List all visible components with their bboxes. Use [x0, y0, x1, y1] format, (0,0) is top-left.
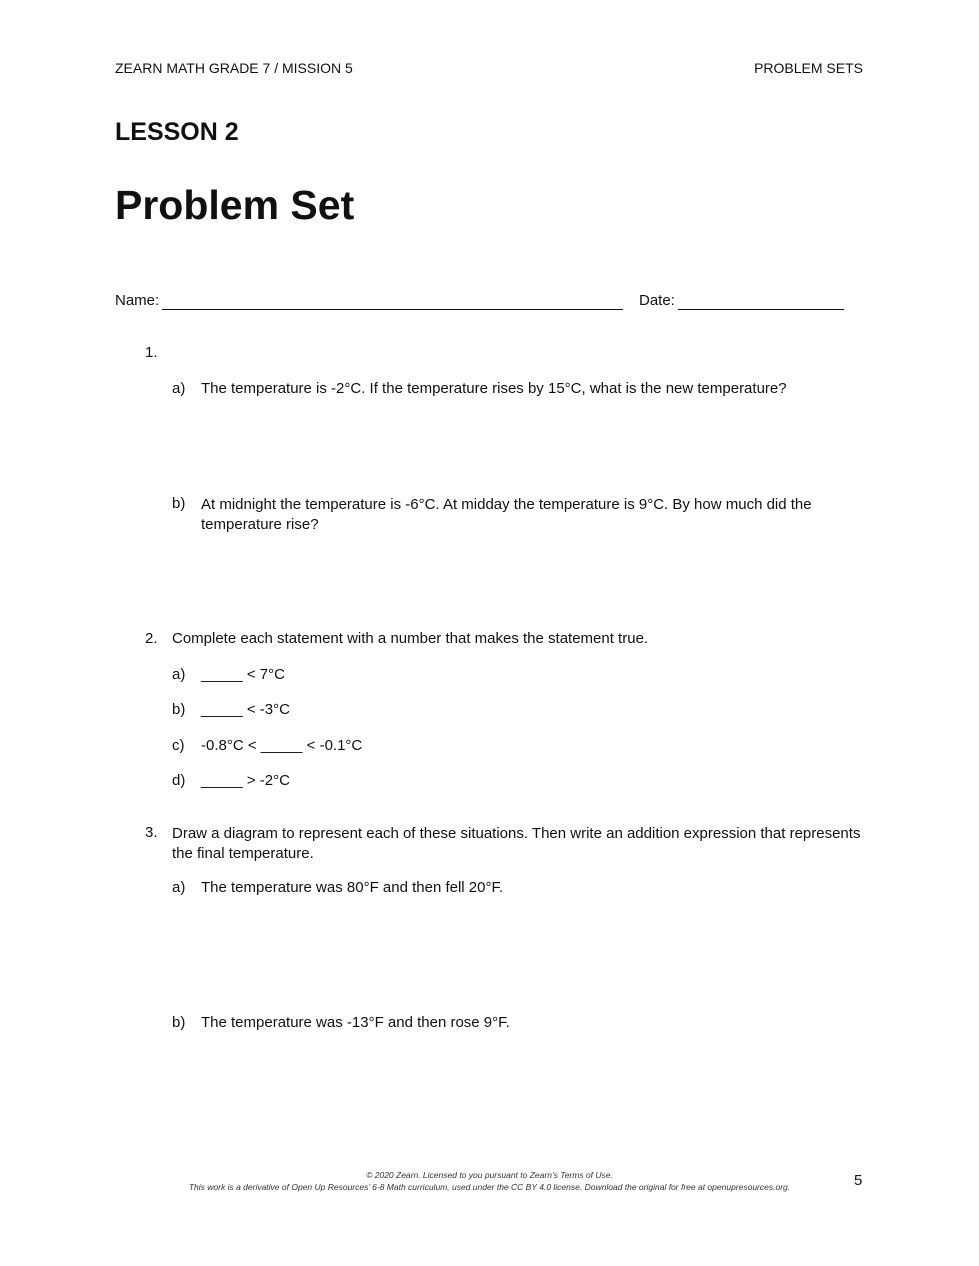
- footer-attribution-line: This work is a derivative of Open Up Resources’ 6-8 Math curriculum, used under the CC BY 4.0 license. Download the original for free at openupresources.org.: [188, 1182, 791, 1192]
- header-right-text: PROBLEM SETS: [754, 60, 863, 76]
- problem-2d-letter: d): [172, 772, 186, 789]
- problem-3a-text: The temperature was 80°F and then fell 20°F.: [201, 879, 504, 896]
- problem-2c-letter: c): [172, 737, 185, 754]
- problem-3b-text: The temperature was -13°F and then rose 9°F.: [201, 1014, 510, 1031]
- header-left-text: ZEARN MATH GRADE 7 / MISSION 5: [115, 60, 353, 76]
- problem-3-text: Draw a diagram to represent each of these situations. Then write an addition expression that represents the final temperature.: [172, 825, 861, 862]
- name-field[interactable]: [162, 309, 623, 310]
- date-field[interactable]: [678, 309, 844, 310]
- problem-1b-text: At midnight the temperature is -6°C. At midday the temperature is 9°C. By how much did the temperature rise?: [201, 496, 812, 533]
- problem-2a-text: _____ < 7°C: [201, 666, 285, 683]
- problem-1-number: 1.: [145, 344, 158, 361]
- problem-2-number: 2.: [145, 630, 158, 647]
- problem-3b-letter: b): [172, 1014, 186, 1031]
- name-label: Name:: [115, 292, 160, 309]
- problem-2-text: Complete each statement with a number that makes the statement true.: [172, 630, 649, 647]
- problem-2b-text: _____ < -3°C: [201, 701, 290, 718]
- problem-2a-letter: a): [172, 666, 186, 683]
- problem-2c-text: -0.8°C < _____ < -0.1°C: [201, 737, 363, 754]
- problem-2d-text: _____ > -2°C: [201, 772, 290, 789]
- problem-1a-letter: a): [172, 380, 186, 397]
- problem-3-number: 3.: [145, 824, 158, 841]
- problem-1a-text: The temperature is -2°C. If the temperature rises by 15°C, what is the new temperature?: [201, 380, 787, 397]
- problem-3a-letter: a): [172, 879, 186, 896]
- lesson-label: LESSON 2: [115, 118, 239, 146]
- page-number: 5: [854, 1172, 863, 1189]
- page-title: Problem Set: [115, 182, 355, 228]
- footer-license-line: © 2020 Zearn. Licensed to you pursuant to Zearn’s Terms of Use.: [366, 1170, 613, 1180]
- problem-1b-letter: b): [172, 495, 186, 512]
- problem-2b-letter: b): [172, 701, 186, 718]
- date-label: Date:: [639, 292, 675, 309]
